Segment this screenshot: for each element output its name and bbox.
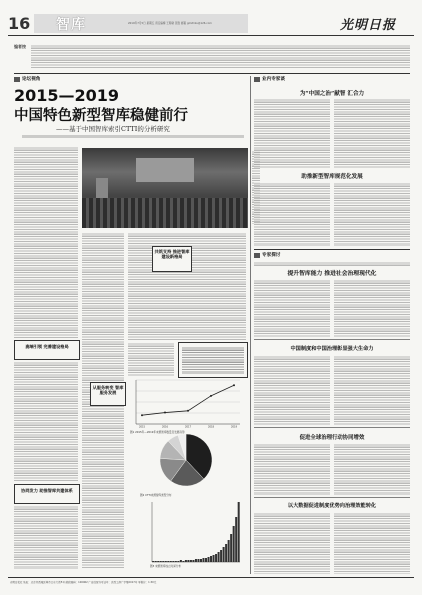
- masthead: [8, 14, 414, 36]
- bar: [215, 554, 217, 562]
- byline: [22, 134, 244, 138]
- line-chart-caption: 图1 2015年—2019年来源智库数量及发展趋势: [130, 431, 185, 434]
- x-tick-label: 2018: [207, 425, 215, 429]
- info-box-text: [182, 346, 244, 374]
- headline-1: 为“中国之治”献智 汇合力: [299, 91, 365, 97]
- bar: [220, 550, 222, 562]
- bar: [157, 561, 159, 562]
- editor-note: [14, 42, 410, 72]
- right-text-6a: [254, 512, 330, 574]
- masthead-rule: [8, 35, 414, 36]
- article-title-line2: 中国特色新型智库稳健前行: [14, 107, 188, 124]
- pull-quote-4: [152, 246, 192, 272]
- bar: [218, 552, 220, 562]
- bar: [167, 561, 169, 562]
- headline-6: 以大数据促进制度优势向治理效能转化: [287, 503, 377, 509]
- line-chart: [136, 380, 240, 429]
- pull-quote-1: [14, 340, 80, 360]
- bar: [238, 502, 240, 562]
- bar: [160, 561, 162, 562]
- footer-rule: [8, 577, 414, 578]
- section-label-right-mid: 专家探讨: [254, 252, 280, 258]
- right-divider-2: [254, 339, 410, 340]
- left-column-text-3: [14, 505, 78, 569]
- pie-chart: [160, 434, 212, 486]
- bar: [182, 561, 184, 562]
- bar: [213, 555, 215, 562]
- bar: [202, 558, 204, 562]
- headline-4: 中国制度和中国治理彰显强大生命力: [290, 346, 374, 352]
- third-column-text-2: [128, 342, 174, 376]
- right-text-1a: [254, 98, 330, 168]
- bar: [172, 561, 174, 562]
- bar: [152, 561, 154, 562]
- bar: [187, 560, 189, 562]
- headline-2: 助推新型智库规范化发展: [301, 174, 363, 180]
- editor-note-text: [31, 44, 410, 68]
- right-text-4b: [334, 355, 410, 425]
- bar: [200, 559, 202, 562]
- stage-screen: [136, 158, 194, 182]
- bar: [162, 561, 164, 562]
- editor-note-label: 编者按: [14, 44, 26, 49]
- footer-text: 光明日报社 地址：北京市西城区珠市口东大街5号 邮政编码：100062 广告经营许可证号：京西工商广字第0017号 零售价：1.50元: [10, 581, 157, 584]
- paper-name: 光明日报: [340, 18, 397, 33]
- section-label-right-top: 业内专家谈: [254, 76, 285, 82]
- data-point: [164, 412, 166, 414]
- pull-quote-3: [14, 484, 80, 504]
- data-point: [233, 384, 235, 386]
- info-box: [178, 342, 248, 378]
- bar: [230, 534, 232, 562]
- right-divider-1: [254, 249, 410, 250]
- right-text-4a: [254, 355, 330, 425]
- bar: [192, 560, 194, 562]
- section-marker-icon: [254, 77, 260, 82]
- pull-quote-4-text: 共筑支持 推进智库建设新格局: [154, 249, 190, 260]
- podium: [96, 178, 108, 198]
- data-point: [187, 410, 189, 412]
- right-mid-intro: [254, 261, 410, 266]
- x-tick-label: 2017: [184, 425, 192, 429]
- bar: [235, 517, 237, 562]
- conference-photo: [82, 148, 248, 228]
- bar: [170, 561, 172, 562]
- date-info: 2019年7月5日 星期五 责任编辑 王斯敏 张胜 邮箱 gmzhiku@126.com: [128, 22, 212, 25]
- headline-5: 促进全球治理行动协同增效: [299, 435, 365, 441]
- pull-quote-2-text: 从服务转变 智库服务发展: [92, 385, 124, 396]
- article-subtitle: ——基于中国智库索引CTTI的分析研究: [56, 125, 170, 133]
- bar: [225, 544, 227, 562]
- right-text-3b: [334, 279, 410, 337]
- bar: [223, 547, 225, 562]
- bar: [228, 540, 230, 562]
- bar: [175, 561, 177, 562]
- bar: [208, 557, 210, 562]
- right-divider-3: [254, 427, 410, 428]
- data-point: [141, 414, 143, 416]
- bar: [233, 526, 235, 562]
- section-marker-icon: [254, 253, 260, 258]
- bar-chart: [152, 502, 240, 562]
- section-label-left: 论坛视角: [14, 76, 40, 82]
- section-marker-icon: [14, 77, 20, 82]
- pull-quote-1-text: 高端引领 完善建设格局: [25, 344, 69, 349]
- right-divider-4: [254, 497, 410, 498]
- pull-quote-2: [90, 382, 126, 406]
- right-text-5b: [334, 443, 410, 495]
- audience: [82, 198, 248, 228]
- right-text-3a: [254, 279, 330, 337]
- headline-3: 提升智库能力 推进社会治理现代化: [287, 271, 377, 277]
- x-tick-label: 2019: [230, 425, 238, 429]
- divider: [14, 73, 410, 74]
- pie-chart-caption: 图2 CTTI来源智库类型分布: [140, 494, 172, 497]
- right-text-6b: [334, 512, 410, 574]
- bar: [195, 559, 197, 562]
- bar: [165, 561, 167, 562]
- data-point: [210, 395, 212, 397]
- right-text-5a: [254, 443, 330, 495]
- bar: [185, 560, 187, 562]
- right-text-2a: [254, 182, 330, 246]
- article-title: 2015—2019: [14, 86, 120, 105]
- right-text-1b: [334, 98, 410, 168]
- left-column-text: [14, 146, 78, 338]
- bar: [155, 561, 157, 562]
- bar: [205, 558, 207, 562]
- bar: [197, 559, 199, 562]
- bar: [180, 560, 182, 562]
- bar: [190, 560, 192, 562]
- bar: [177, 561, 179, 562]
- page-number: 16: [8, 14, 31, 33]
- right-vertical-rule: [250, 76, 251, 574]
- bar-chart-caption: 图3 来源智库成立时间分布: [150, 565, 182, 568]
- right-text-2b: [334, 182, 410, 246]
- charts-area: [128, 378, 246, 570]
- left-column-text-2: [14, 361, 78, 481]
- bar: [210, 556, 212, 562]
- pull-quote-3-text: 协同发力 助推智库共建体系: [21, 488, 73, 493]
- x-tick-label: 2016: [161, 425, 169, 429]
- section-title: 智库: [56, 17, 86, 33]
- x-tick-label: 2015: [138, 425, 146, 429]
